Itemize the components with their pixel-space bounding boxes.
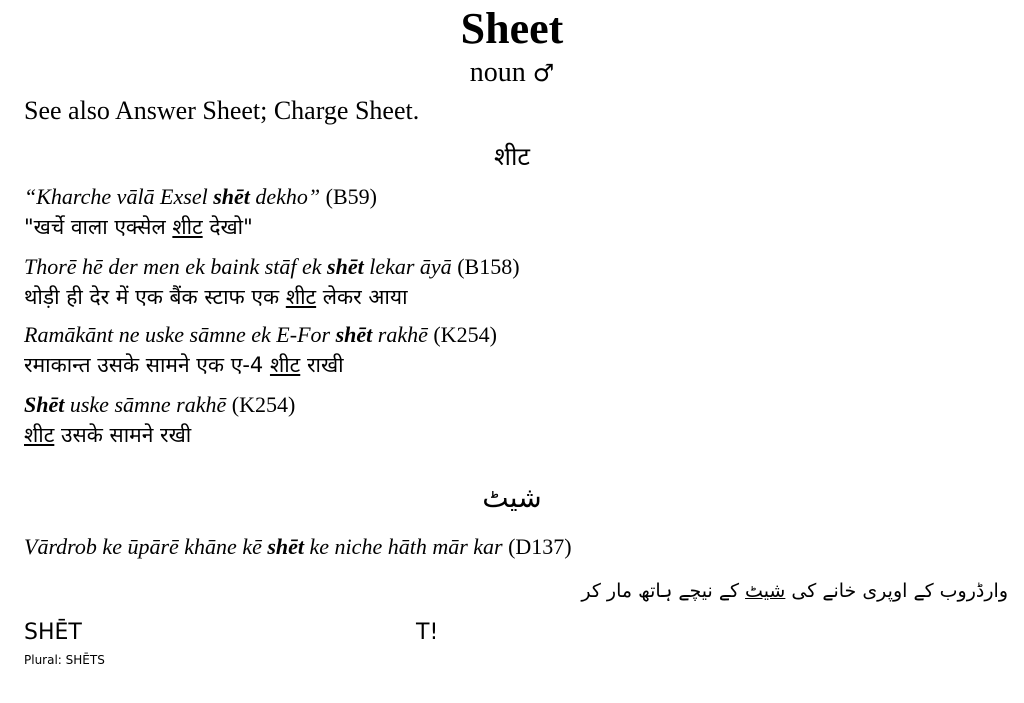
- urdu-example-roman: Vārdrob ke ūpārē khāne kē shēt ke niche hāth mār kar (D137): [24, 534, 572, 559]
- highlighted-word: शीट: [172, 215, 203, 239]
- part-of-speech-line: [0, 56, 1024, 90]
- highlighted-word: शीट: [285, 285, 317, 309]
- example-roman: “Kharche vālā Exsel shēt dekho” (B59): [24, 184, 377, 209]
- urdu-heading: شیٹ: [482, 481, 542, 514]
- highlighted-word: शीट: [24, 423, 55, 447]
- example-hindi: "खर्चे वाला एक्सेल शीट देखो": [24, 215, 253, 239]
- highlighted-word: شیٹ: [745, 580, 786, 602]
- see-also-note: See also Answer Sheet; Charge Sheet.: [24, 96, 420, 125]
- transliteration-word: SHĒT: [24, 620, 82, 645]
- example-hindi: शीट उसके सामने रखी: [24, 423, 192, 447]
- hindi-heading: शीट: [493, 142, 531, 171]
- t-mark: T!: [416, 620, 439, 645]
- example-roman: Thorē hē der men ek baink stāf ek shēt lekar āyā (B158): [24, 254, 520, 279]
- example-roman: Shēt uske sāmne rakhē (K254): [24, 392, 296, 417]
- example-hindi: थोड़ी ही देर में एक बैंक स्टाफ एक शीट लेकर आया: [24, 285, 408, 309]
- part-of-speech: noun: [469, 57, 526, 88]
- plural-note: Plural: SHĒTS: [24, 653, 105, 667]
- example-hindi: रमाकान्त उसके सामने एक ए-4 शीट राखी: [24, 353, 344, 377]
- urdu-example: وارڈروب کے اوپری خانے کی شیٹ کے نیچے ہاتھ مار کر: [581, 580, 1008, 602]
- example-roman: Ramākānt ne uske sāmne ek E-For shēt rakhē (K254): [24, 322, 497, 347]
- male-gender-icon: ♂: [532, 59, 555, 87]
- headword: Sheet: [460, 4, 564, 53]
- highlighted-word: शीट: [269, 353, 301, 377]
